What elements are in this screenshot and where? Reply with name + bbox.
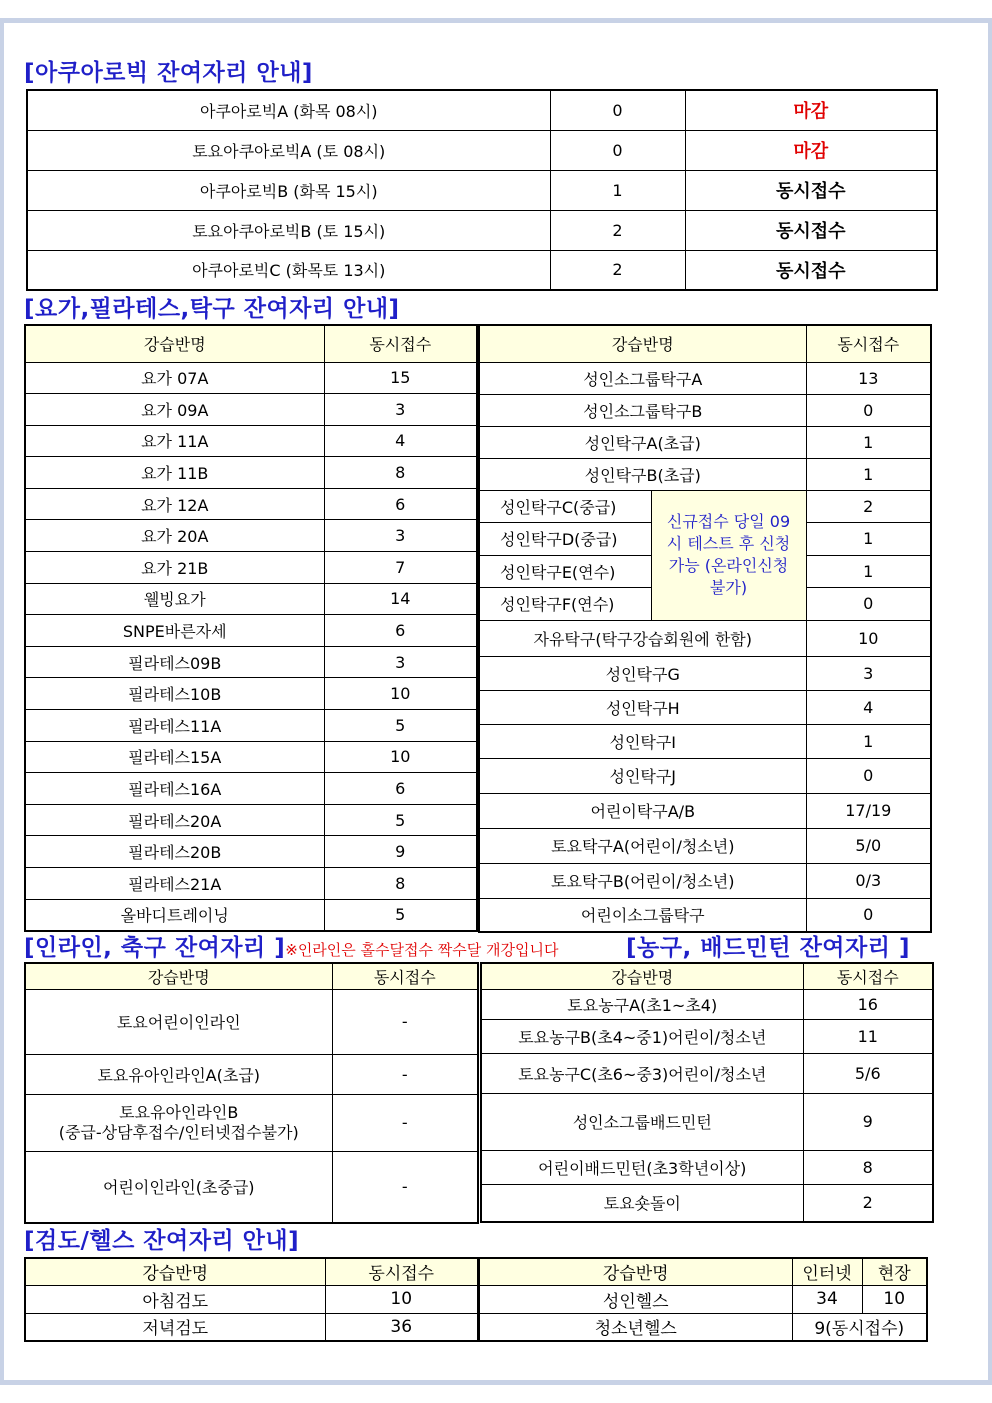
yoga-count: 3: [324, 394, 477, 426]
yoga-class-name: 요가 11B: [25, 457, 324, 489]
table-row: [25, 362, 477, 394]
page-border-right: [988, 18, 992, 1385]
yoga-class-name: 필라테스21A: [25, 868, 324, 900]
tt-class-name: 성인탁구B(초급): [479, 458, 806, 490]
page-border-left: [0, 18, 4, 1385]
table-row: [481, 1019, 933, 1053]
inline-note: ※인라인은 홀수달접수 짝수달 개강입니다: [285, 941, 559, 959]
tt-class-name: 자유탁구(탁구강습회원에 한함): [479, 620, 806, 656]
table-row-name: 청소년헬스: [479, 1313, 792, 1341]
yoga-count: 3: [324, 646, 477, 678]
yoga-count: 4: [324, 425, 477, 457]
basket-count: 16: [803, 989, 933, 1019]
basketball-badminton-table: [480, 962, 934, 1223]
page-border-bottom: [0, 1380, 992, 1385]
yoga-class-name: 요가 11A: [25, 425, 324, 457]
basket-class-name: 토요농구C(초6~중3)어린이/청소년: [481, 1053, 803, 1093]
basket-class-name: 토요농구B(초4~중1)어린이/청소년: [481, 1019, 803, 1053]
yoga-count: 15: [324, 362, 477, 394]
table-row: [481, 1184, 933, 1222]
table-row: [27, 170, 937, 210]
yoga-class-name: 요가 09A: [25, 394, 324, 426]
tt-count: 13: [806, 362, 931, 394]
table-row: [479, 863, 931, 898]
tt-count: 10: [806, 620, 931, 656]
table-row: [479, 620, 931, 656]
tt-count: 0: [806, 758, 931, 793]
yoga-count: 9: [324, 836, 477, 868]
basket-count: 2: [803, 1184, 933, 1222]
basket-class-name: 토요숏돌이: [481, 1184, 803, 1222]
aqua-status: 마감: [685, 130, 937, 170]
table-row: [27, 90, 937, 130]
table-row-count: -: [332, 1151, 478, 1223]
tt-count: 5/0: [806, 828, 931, 863]
heading-aqua: [아쿠아로빅 잔여자리 안내]: [24, 60, 313, 86]
tt-class-name: 성인탁구A(초급): [479, 426, 806, 458]
tt-count: 2: [806, 490, 931, 523]
basket-header-name: 강습반명: [481, 963, 803, 989]
table-row-count: -: [332, 989, 478, 1054]
yoga-class-name: 필라테스11A: [25, 710, 324, 742]
yoga-class-name: 요가 12A: [25, 488, 324, 520]
tabletennis-table: [478, 324, 932, 933]
yoga-header-name: 강습반명: [25, 325, 324, 362]
table-row: [479, 724, 931, 758]
tt-class-name: 성인탁구I: [479, 724, 806, 758]
tt-class-name: 성인탁구H: [479, 690, 806, 724]
tt-count: 0: [806, 588, 931, 621]
tt-class-name: 토요탁구B(어린이/청소년): [479, 863, 806, 898]
table-row-count: -: [332, 1054, 478, 1094]
yoga-class-name: 요가 20A: [25, 520, 324, 552]
table-row-name: 성인헬스: [479, 1285, 792, 1313]
yoga-class-name: 필라테스10B: [25, 678, 324, 710]
aqua-class-name: 토요아쿠아로빅A (토 08시): [27, 130, 550, 170]
inline-row-name-line1: 토요유아인라인B: [119, 1102, 239, 1122]
table-row-name: 토요유아인라인A(초급): [25, 1054, 332, 1094]
tt-count: 1: [806, 458, 931, 490]
tt-class-name: 성인탁구D(중급): [479, 523, 651, 556]
health-header-internet: 인터넷: [792, 1258, 862, 1285]
aqua-status: 마감: [685, 90, 937, 130]
table-row-onsite: 10: [862, 1285, 927, 1313]
table-row: [479, 490, 931, 523]
tt-count: 1: [806, 724, 931, 758]
table-row: [27, 130, 937, 170]
table-row: [25, 394, 477, 426]
yoga-header-count: 동시접수: [324, 325, 477, 362]
tt-count: 1: [806, 555, 931, 588]
heading-yoga: [요가,필라테스,탁구 잔여자리 안내]: [24, 296, 400, 322]
basket-class-name: 어린이배드민턴(초3학년이상): [481, 1150, 803, 1184]
aqua-count: 2: [550, 250, 685, 290]
heading-inline: [24, 929, 558, 962]
aqua-status: 동시접수: [685, 250, 937, 290]
table-row: [479, 758, 931, 793]
tt-count: 1: [806, 523, 931, 556]
yoga-class-name: 필라테스16A: [25, 773, 324, 805]
heading-kendo: [검도/헬스 잔여자리 안내]: [24, 1228, 300, 1254]
aqua-class-name: 아쿠아로빅A (화목 08시): [27, 90, 550, 130]
health-table: [478, 1257, 928, 1342]
table-row: [481, 1053, 933, 1093]
table-row: [481, 989, 933, 1019]
yoga-class-name: 요가 21B: [25, 552, 324, 584]
yoga-count: 6: [324, 615, 477, 647]
table-row-count: 10: [325, 1285, 478, 1313]
tt-count: 0: [806, 394, 931, 426]
health-header-onsite: 현장: [862, 1258, 927, 1285]
basket-count: 9: [803, 1093, 933, 1150]
aqua-class-name: 아쿠아로빅B (화목 15시): [27, 170, 550, 210]
aqua-count: 0: [550, 130, 685, 170]
tt-count: 17/19: [806, 793, 931, 828]
aqua-status: 동시접수: [685, 170, 937, 210]
yoga-class-name: 필라테스20B: [25, 836, 324, 868]
tt-class-name: 성인소그룹탁구A: [479, 362, 806, 394]
table-row: [479, 898, 931, 932]
page-border-top: [0, 18, 992, 23]
table-row: [25, 583, 477, 615]
table-row: [25, 615, 477, 647]
inline-table: [24, 962, 479, 1224]
aqua-count: 1: [550, 170, 685, 210]
table-row: [481, 1093, 933, 1150]
kendo-table: [24, 1257, 479, 1342]
tt-header-name: 강습반명: [479, 325, 806, 362]
table-row: [479, 828, 931, 863]
yoga-count: 5: [324, 710, 477, 742]
table-row: [25, 552, 477, 584]
table-row: [479, 426, 931, 458]
table-row: [25, 773, 477, 805]
kendo-header-name: 강습반명: [25, 1258, 325, 1285]
tt-class-name: 어린이탁구A/B: [479, 793, 806, 828]
tt-class-name: 성인탁구G: [479, 656, 806, 690]
table-row: [25, 520, 477, 552]
tt-class-name: 성인소그룹탁구B: [479, 394, 806, 426]
table-row-combined: 9(동시접수): [792, 1313, 927, 1341]
tt-count: 3: [806, 656, 931, 690]
yoga-class-name: 필라테스20A: [25, 804, 324, 836]
yoga-class-name: 필라테스15A: [25, 741, 324, 773]
table-row: [27, 210, 937, 250]
tt-class-name: 성인탁구C(중급): [479, 490, 651, 523]
tt-test-note: 신규접수 당일 09시 테스트 후 신청가능 (온라인신청불가): [651, 490, 806, 620]
table-row-name: 아침검도: [25, 1285, 325, 1313]
table-row-name: 토요어린이인라인: [25, 989, 332, 1054]
table-row-name: 어린이인라인(초중급): [25, 1151, 332, 1223]
yoga-table: [24, 324, 478, 932]
table-row: [479, 793, 931, 828]
yoga-class-name: 올바디트레이닝: [25, 899, 324, 931]
basket-class-name: 성인소그룹배드민턴: [481, 1093, 803, 1150]
tt-count: 0: [806, 898, 931, 932]
kendo-header-count: 동시접수: [325, 1258, 478, 1285]
yoga-count: 3: [324, 520, 477, 552]
tt-class-name: 어린이소그룹탁구: [479, 898, 806, 932]
basket-count: 5/6: [803, 1053, 933, 1093]
basket-header-count: 동시접수: [803, 963, 933, 989]
tt-class-name: 토요탁구A(어린이/청소년): [479, 828, 806, 863]
table-row: [27, 250, 937, 290]
basket-count: 8: [803, 1150, 933, 1184]
yoga-count: 6: [324, 488, 477, 520]
tt-class-name: 성인탁구F(연수): [479, 588, 651, 621]
table-row: [25, 488, 477, 520]
table-row: [25, 457, 477, 489]
yoga-class-name: 웰빙요가: [25, 583, 324, 615]
table-row: [479, 656, 931, 690]
aqua-count: 0: [550, 90, 685, 130]
heading-inline-text: [인라인, 축구 잔여자리 ]: [24, 935, 286, 961]
tt-class-name: 성인탁구J: [479, 758, 806, 793]
table-row: [479, 362, 931, 394]
table-row-name: 저녁검도: [25, 1313, 325, 1341]
table-row-name: [25, 1094, 332, 1151]
table-row: [25, 678, 477, 710]
yoga-count: 10: [324, 678, 477, 710]
table-row: [479, 458, 931, 490]
aqua-class-name: 아쿠아로빅C (화목토 13시): [27, 250, 550, 290]
table-row: [25, 899, 477, 931]
tt-count: 0/3: [806, 863, 931, 898]
yoga-count: 8: [324, 868, 477, 900]
table-row: [479, 394, 931, 426]
aqua-count: 2: [550, 210, 685, 250]
aqua-status: 동시접수: [685, 210, 937, 250]
yoga-class-name: 필라테스09B: [25, 646, 324, 678]
table-row: [25, 710, 477, 742]
tt-count: 1: [806, 426, 931, 458]
inline-header-count: 동시접수: [332, 963, 478, 989]
aqua-table: [26, 89, 938, 291]
yoga-count: 8: [324, 457, 477, 489]
table-row: [25, 425, 477, 457]
table-row: [25, 646, 477, 678]
inline-header-name: 강습반명: [25, 963, 332, 989]
yoga-count: 5: [324, 804, 477, 836]
table-row: [479, 690, 931, 724]
health-header-name: 강습반명: [479, 1258, 792, 1285]
heading-basket: [농구, 배드민턴 잔여자리 ]: [626, 935, 910, 961]
yoga-count: 10: [324, 741, 477, 773]
table-row: [25, 804, 477, 836]
table-row-internet: 34: [792, 1285, 862, 1313]
yoga-count: 6: [324, 773, 477, 805]
table-row: [25, 868, 477, 900]
tt-count: 4: [806, 690, 931, 724]
table-row: [25, 836, 477, 868]
yoga-class-name: SNPE바른자세: [25, 615, 324, 647]
aqua-class-name: 토요아쿠아로빅B (토 15시): [27, 210, 550, 250]
inline-row-name-line2: (중급-상담후접수/인터넷접수불가): [58, 1122, 299, 1142]
table-row: [481, 1150, 933, 1184]
table-row-count: -: [332, 1094, 478, 1151]
yoga-class-name: 요가 07A: [25, 362, 324, 394]
yoga-count: 5: [324, 899, 477, 931]
basket-class-name: 토요농구A(초1~초4): [481, 989, 803, 1019]
table-row-count: 36: [325, 1313, 478, 1341]
table-row: [25, 741, 477, 773]
tt-header-count: 동시접수: [806, 325, 931, 362]
yoga-count: 14: [324, 583, 477, 615]
basket-count: 11: [803, 1019, 933, 1053]
yoga-count: 7: [324, 552, 477, 584]
tt-class-name: 성인탁구E(연수): [479, 555, 651, 588]
